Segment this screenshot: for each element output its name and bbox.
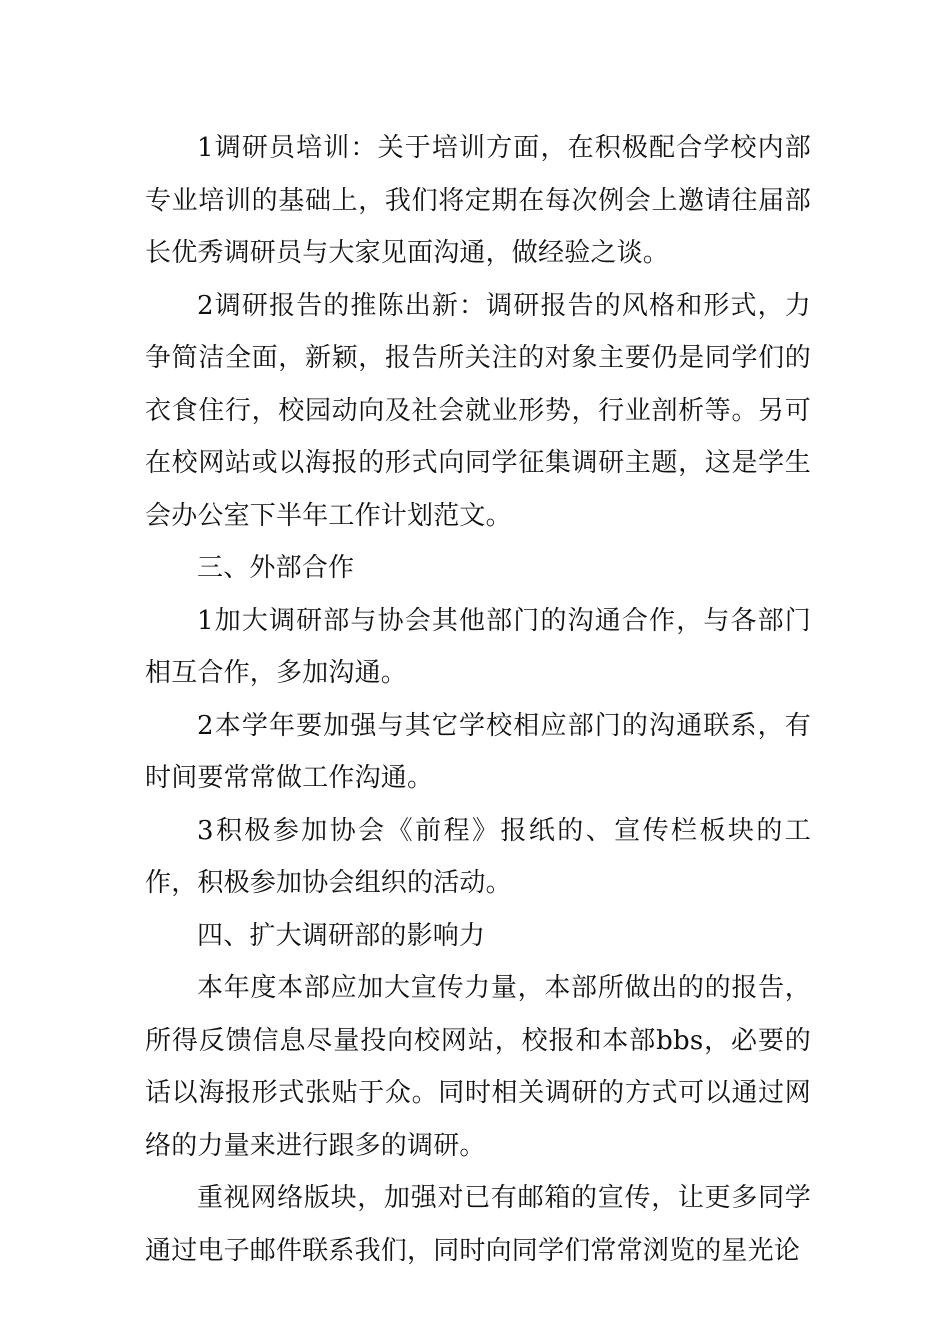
section-heading-external-cooperation: 三、外部合作: [197, 553, 355, 583]
paragraph-network-section: 重视网络版块，加强对已有邮箱的宣传，让更多同学通过电子邮件联系我们，同时向同学们常常浏览的星光论: [145, 1183, 811, 1266]
document-body: [145, 122, 811, 1277]
paragraph-training: 1调研员培训：关于培训方面，在积极配合学校内部专业培训的基础上，我们将定期在每次例会上邀请往届部长优秀调研员与大家见面沟通，做经验之谈。: [145, 133, 811, 268]
paragraph-school-liaison: 2本学年要加强与其它学校相应部门的沟通联系，有时间要常常做工作沟通。: [145, 710, 811, 793]
paragraph-publicity: 本年度本部应加大宣传力量，本部所做出的的报告，所得反馈信息尽量投向校网站，校报和本部bbs，必要的话以海报形式张贴于众。同时相关调研的方式可以通过网络的力量来进行跟多的调研。: [145, 973, 811, 1161]
section-heading-influence: 四、扩大调研部的影响力: [197, 920, 486, 951]
paragraph-report-innovation: 2调研报告的推陈出新：调研报告的风格和形式，力争简洁全面，新颖，报告所关注的对象主要仍是同学们的衣食住行，校园动向及社会就业形势，行业剖析等。另可在校网站或以海报的形式向同学征集调研主题，这是学生会办公室下半年工作计划范文。: [145, 290, 811, 531]
paragraph-newspaper-work: 3积极参加协会《前程》报纸的、宣传栏板块的工作，积极参加协会组织的活动。: [145, 815, 811, 898]
paragraph-internal-communication: 1加大调研部与协会其他部门的沟通合作，与各部门相互合作，多加沟通。: [145, 605, 811, 688]
